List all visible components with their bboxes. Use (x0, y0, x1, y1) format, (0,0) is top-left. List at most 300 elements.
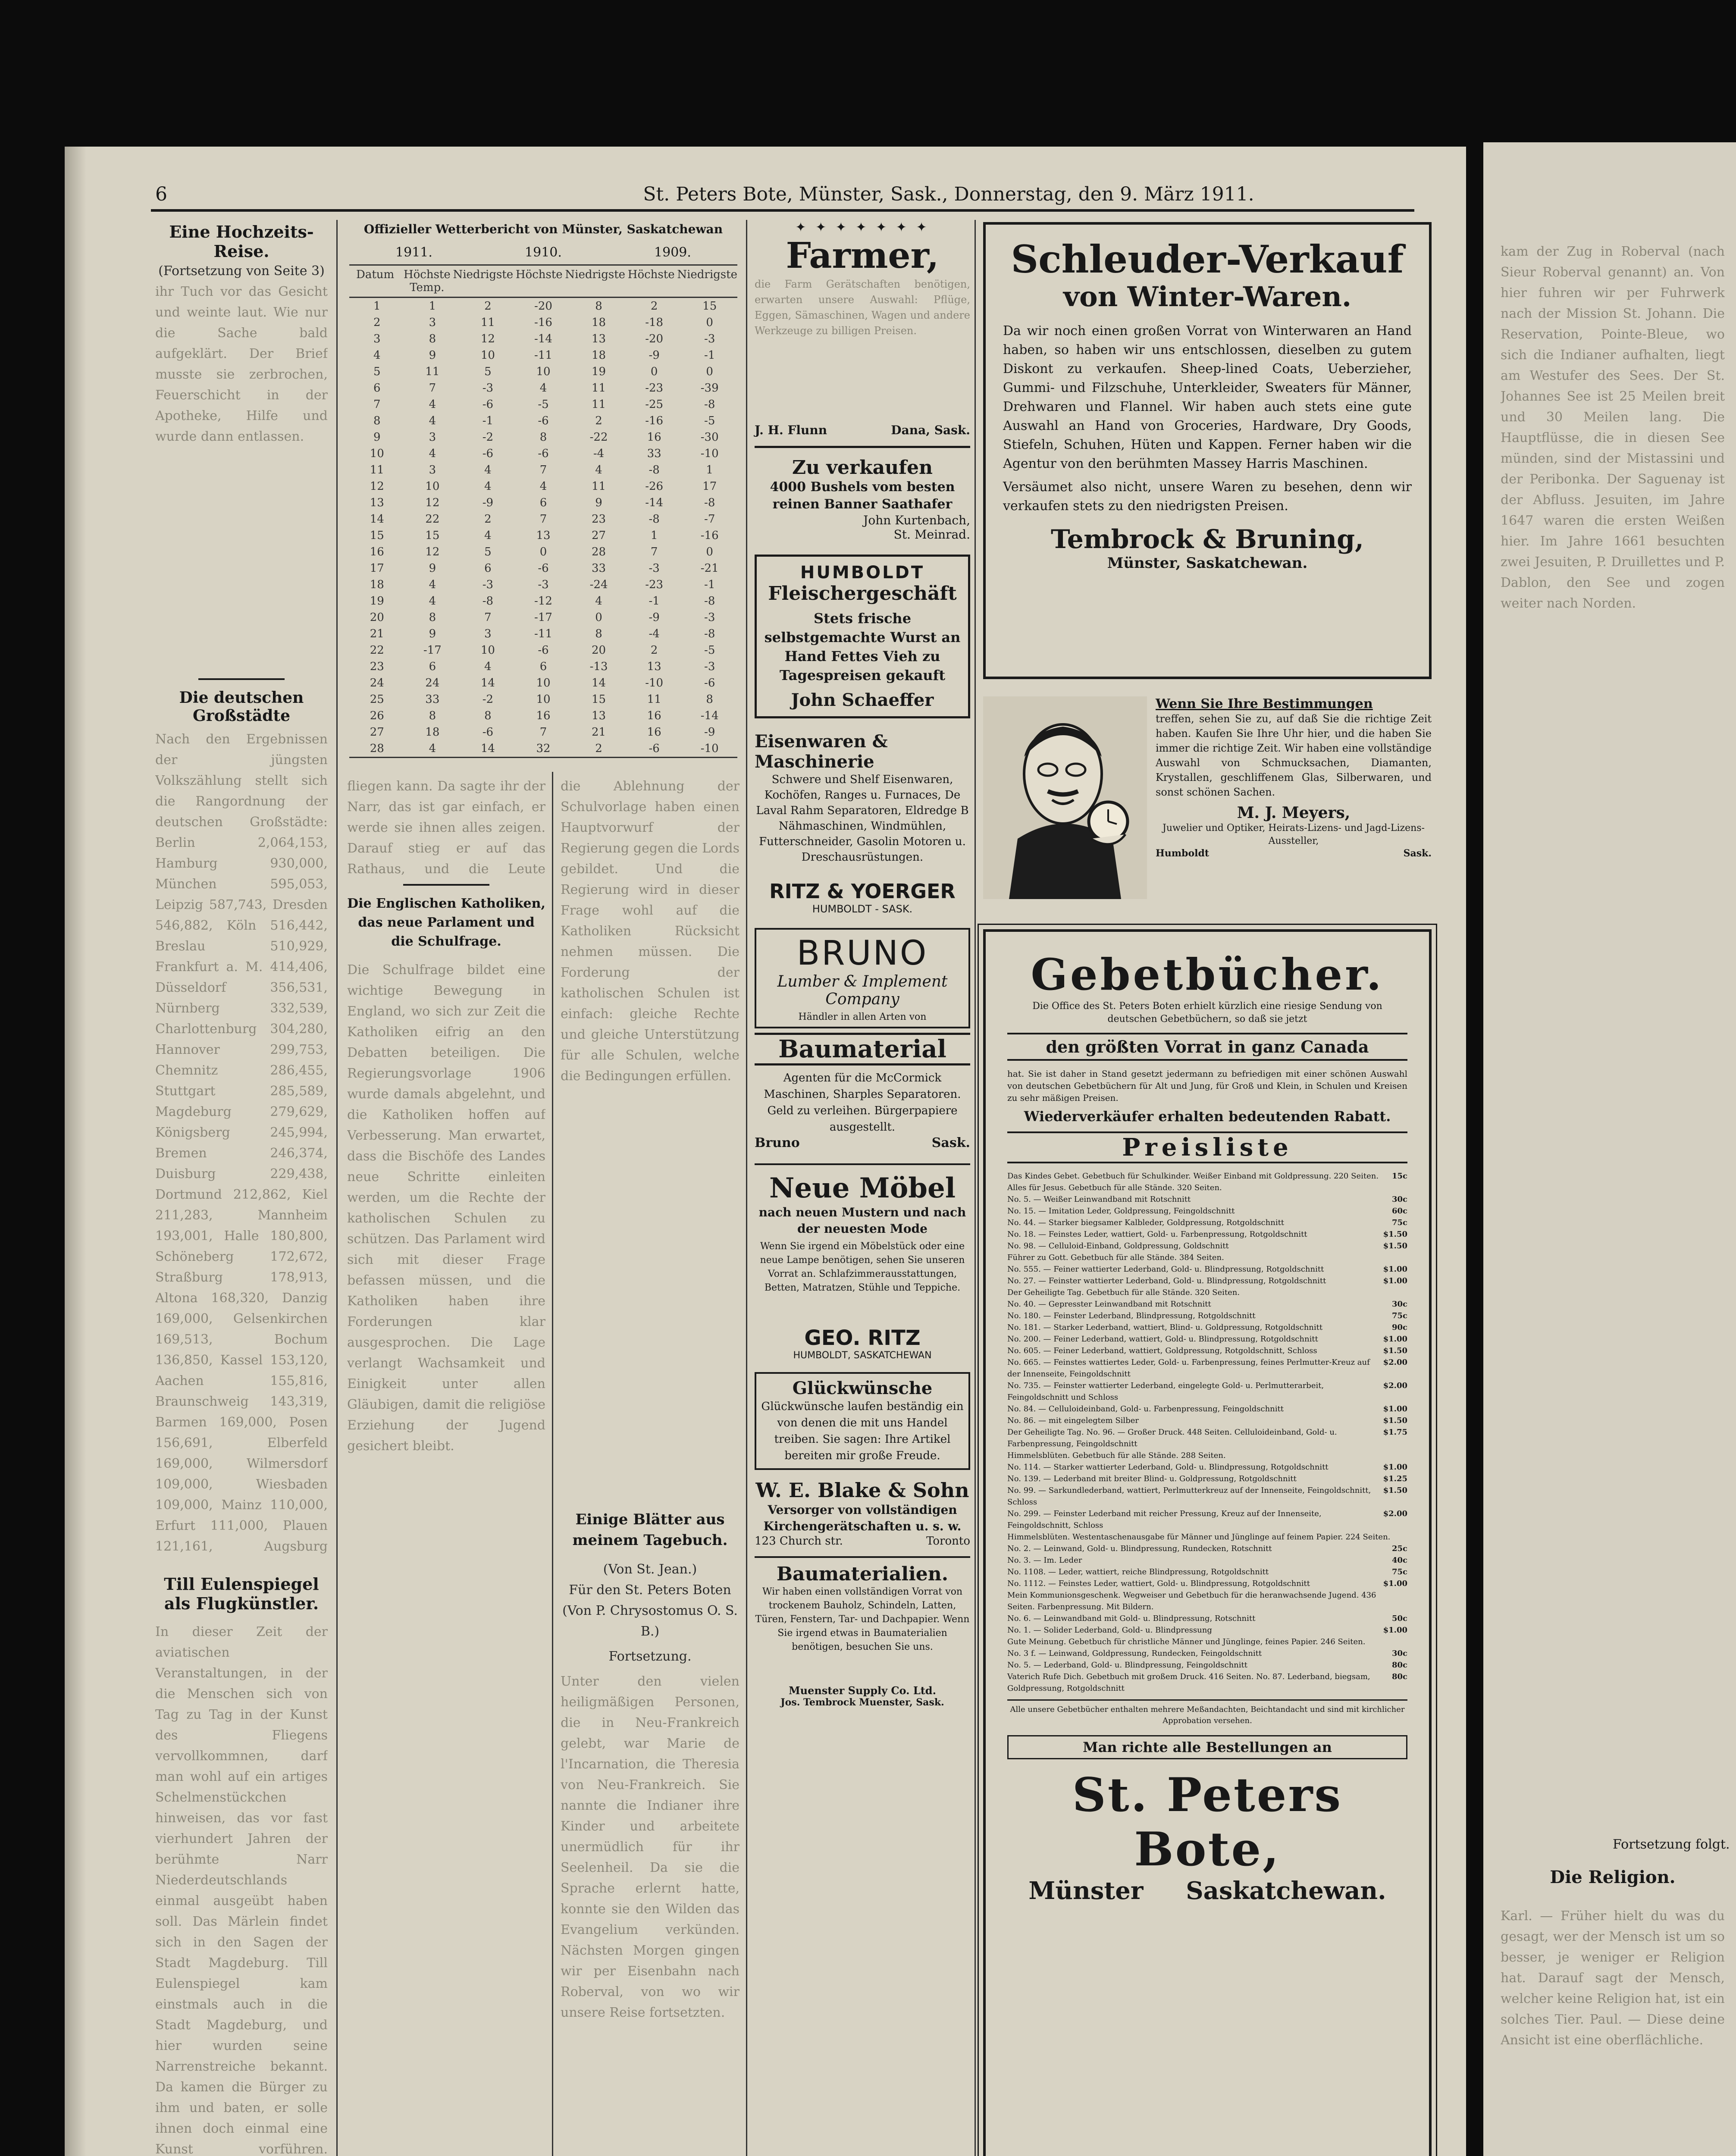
weather-temp: 9 (429, 627, 436, 640)
preis-item-price: $1.50 (1383, 1486, 1407, 1495)
preis-item-price: 80c (1391, 1661, 1407, 1670)
weather-temp: 14 (480, 677, 495, 689)
weather-temp: -2 (482, 693, 494, 706)
weather-day: 13 (370, 496, 384, 509)
weather-temp: -5 (704, 414, 715, 427)
weather-temp: -8 (649, 513, 660, 526)
weather-day: 20 (370, 611, 384, 624)
weather-temp: 19 (592, 365, 606, 378)
year-1909: 1909. (654, 245, 691, 260)
preis-item (1007, 1578, 1407, 1589)
preis-item (1007, 1659, 1407, 1671)
article-subtitle: (Fortsetzung von Seite 3) (158, 263, 325, 279)
weather-temp: -5 (538, 398, 549, 411)
ad-bruno-title: BRUNO (796, 934, 928, 973)
preis-item-price: $1.00 (1383, 1626, 1407, 1635)
preis-item-text: Der Geheiligte Tag. Gebetbuch für alle Stände. 320 Seiten. (1007, 1288, 1240, 1297)
weather-temp: 12 (425, 545, 440, 558)
ad-humboldt-box (755, 555, 970, 718)
preis-item-text: No. 605. — Feiner Lederband, wattiert, Goldpressung, Rotgoldschnitt, Schloss (1007, 1346, 1317, 1355)
weather-day: 14 (370, 513, 384, 526)
subcol: Höchste (627, 268, 675, 281)
preis-item (1007, 1543, 1407, 1554)
ad-meyers-name: M. J. Meyers, (1237, 804, 1351, 822)
ad-schleuder-subtitle: von Winter-Waren. (1063, 281, 1352, 313)
preis-item-price: 80c (1391, 1672, 1407, 1681)
weather-temp: 11 (425, 365, 440, 378)
preis-item-text: No. 200. — Feiner Lederband, wattiert, Gold- u. Blindpressung, Rotgoldschnitt (1007, 1335, 1318, 1344)
preis-item-price: 60c (1391, 1206, 1407, 1216)
ad-blake-city: Toronto (926, 1535, 970, 1548)
ad-baumaterialien-body: Wir haben einen vollständigen Vorrat von trockenem Bauholz, Schindeln, Latten, Türen, Fenstern, Tar- und Dachpapier. Wenn Sie irgend etwas in Baumaterialien benötigen, besuchen Sie uns. (755, 1586, 970, 1652)
ad-baumaterial-sig (755, 1135, 970, 1150)
weather-temp: 2 (484, 513, 492, 526)
weather-temp: -14 (534, 332, 552, 345)
weather-temp: -8 (704, 595, 715, 608)
subcol: Niedrigste (453, 268, 514, 281)
preis-item-text: Himmelsblüten. Westentaschenausgabe für Männer und Jünglinge auf feinem Papier. 224 Seiten. (1007, 1532, 1391, 1542)
ad-bote-place-1: Münster (1028, 1877, 1144, 1905)
weather-temp: 4 (484, 660, 492, 673)
weather-day: 27 (370, 726, 384, 739)
ad-preisliste-title: Preisliste (1007, 1131, 1407, 1163)
preis-item-text: No. 3. — Im. Leder (1007, 1556, 1082, 1565)
weather-day: 24 (370, 677, 384, 689)
preis-item (1007, 1298, 1407, 1310)
weather-temp: 0 (706, 316, 713, 329)
weather-row (349, 724, 737, 740)
weather-temp: -6 (482, 447, 494, 460)
weather-temp: 13 (592, 332, 606, 345)
weather-day: 25 (370, 693, 384, 706)
weather-temp: 7 (539, 513, 547, 526)
weather-temp: 10 (425, 480, 440, 493)
divider (403, 884, 489, 886)
weather-day: 10 (370, 447, 384, 460)
preis-item (1007, 1357, 1407, 1380)
article-title-katholiken: Die Englischen Katholiken, das neue Parlament und die Schulfrage. (347, 896, 545, 949)
weather-temp: 10 (536, 677, 551, 689)
ad-schleuder-body-2: Versäumet also nicht, unsere Waren zu besehen, denn wir verkaufen stets zu den niedrigsten Preisen. (1003, 479, 1412, 514)
preis-item-text: No. 180. — Feinster Lederband, Blindpressung, Rotgoldschnitt (1007, 1311, 1256, 1320)
weather-temp: 2 (650, 300, 658, 313)
weather-temp: 9 (595, 496, 602, 509)
weather-temp: -14 (645, 496, 664, 509)
weather-temp: 10 (536, 365, 551, 378)
preis-item-price: 30c (1391, 1195, 1407, 1204)
col-rule-4 (975, 220, 976, 2156)
weather-temp: 4 (484, 464, 492, 476)
ornament-row: ✦ ✦ ✦ ✦ ✦ ✦ ✦ (795, 220, 930, 235)
weather-temp: -24 (589, 578, 608, 591)
tagebuch-sub-2: Für den St. Peters Boten (569, 1583, 731, 1598)
col-rule-3 (746, 220, 747, 2156)
ad-gebet-rabatt: Wiederverkäufer erhalten bedeutenden Rabatt. (1024, 1108, 1391, 1125)
ad-farmer-signature (755, 423, 970, 437)
subcol: Höchste (515, 268, 563, 281)
weather-row (349, 347, 737, 364)
weather-temp: 28 (592, 545, 606, 558)
preis-item-text: No. 735. — Feinster wattierter Lederband, eingelegte Gold- u. Perlmutterarbeit, Feingoldschnitt und Schloss (1007, 1381, 1324, 1402)
weather-temp: 6 (539, 496, 547, 509)
weather-temp: 8 (595, 300, 602, 313)
ad-moebel-sub: nach neuen Mustern und nach der neuesten Mode (758, 1205, 966, 1236)
subcol: Niedrigste (565, 268, 626, 281)
preis-item (1007, 1450, 1407, 1461)
weather-temp: -16 (700, 529, 719, 542)
weather-temp: -6 (538, 447, 549, 460)
ad-meyers-title: Wenn Sie Ihre Bestimmungen (1156, 696, 1373, 711)
weather-temp: 20 (592, 644, 606, 657)
col-rule-2 (552, 772, 553, 2156)
preis-item-text: No. 27. — Feinster wattierter Lederband, Gold- u. Blindpressung, Rotgoldschnitt (1007, 1276, 1326, 1285)
weather-temp: -21 (700, 562, 719, 575)
weather-temp: 3 (429, 431, 436, 444)
ad-gebet-body: hat. Sie ist daher in Stand gesetzt jedermann zu befriedigen mit einer schönen Auswahl von deutschen Gebetbüchern für Alt und Jung, für Groß und Klein, in Schulen und Kreisen zu sehr mäßigen Preisen. (1007, 1069, 1407, 1103)
preis-item-text: No. 2. — Leinwand, Gold- u. Blindpressung, Rundecken, Rotschnitt (1007, 1544, 1272, 1553)
weather-temp: -10 (700, 742, 719, 755)
page-number: 6 (155, 183, 167, 205)
weather-temp: 4 (429, 742, 436, 755)
weather-temp: -4 (649, 627, 660, 640)
ad-bote-place (1007, 1877, 1407, 1905)
weather-temp: -8 (704, 398, 715, 411)
preis-item-price: 30c (1391, 1649, 1407, 1658)
preis-item-price: $1.25 (1383, 1474, 1407, 1483)
weather-day: 22 (370, 644, 384, 657)
ad-bruno-sub-3: Händler in allen Arten von (798, 1012, 927, 1022)
preis-item-price: $1.50 (1383, 1230, 1407, 1239)
ad-bote-place-2: Saskatchewan. (1186, 1877, 1386, 1905)
ad-glueck-body: Glückwünsche laufen beständig ein von denen die mit uns Handel treiben. Sie sagen: Ihre Artikel bereiten mir große Freude. (761, 1400, 964, 1462)
weather-row (349, 658, 737, 675)
weather-temp: 4 (539, 480, 547, 493)
ad-verkaufen-title: Zu verkaufen (792, 457, 933, 479)
weather-years (349, 245, 737, 260)
weather-temp: -13 (589, 660, 608, 673)
ad-gebet-intro: Die Office des St. Peters Boten erhielt kürzlich eine riesige Sendung von deutschen Gebetbüchern, so daß sie jetzt (1032, 1001, 1382, 1025)
preis-item (1007, 1415, 1407, 1426)
ad-blake-title: W. E. Blake & Sohn (755, 1479, 969, 1502)
weather-temp: 9 (429, 562, 436, 575)
divider (755, 1163, 970, 1165)
weather-temp: 16 (647, 709, 661, 722)
weather-temp: 4 (429, 595, 436, 608)
preis-item (1007, 1333, 1407, 1345)
ad-farmer-title: Farmer, (786, 235, 939, 276)
preis-item (1007, 1252, 1407, 1263)
weather-temp: -8 (649, 464, 660, 476)
ad-moebel-title: Neue Möbel (769, 1172, 956, 1204)
article-title-eulenspiegel-2: als Flugkünstler. (164, 1594, 319, 1613)
weather-row (349, 708, 737, 724)
ad-order-heading: Man richte alle Bestellungen an (1007, 1735, 1407, 1759)
weather-row (349, 560, 737, 577)
weather-temp: -14 (700, 709, 719, 722)
preis-item-text: No. 1112. — Feinstes Leder, wattiert, Gold- u. Blindpressung, Rotgoldschnitt (1007, 1579, 1310, 1588)
weather-temp: 8 (429, 709, 436, 722)
weather-row (349, 462, 737, 478)
weather-temp: -6 (538, 644, 549, 657)
ad-glueck-box (755, 1372, 970, 1470)
weather-temp: 33 (592, 562, 606, 575)
weather-day: 4 (373, 349, 381, 362)
weather-temp: -1 (704, 349, 715, 362)
weather-temp: -39 (700, 382, 719, 395)
weather-day: 21 (370, 627, 384, 640)
weather-row (349, 740, 737, 757)
ad-meyers (983, 696, 1432, 903)
weather-temp: -3 (704, 332, 715, 345)
ad-meyers-body: treffen, sehen Sie zu, auf daß Sie die richtige Zeit haben. Kaufen Sie Ihre Uhr hier, und die haben Sie immer die richtige Zeit. Wir haben eine vollständige Auswahl von Schmucksachen, Diamanten, Krystallen, geschliffenem Glas, Silberwaren, und sonst schönen Sachen. (1156, 713, 1432, 798)
weather-temp: -25 (645, 398, 664, 411)
preis-item-price: 75c (1391, 1218, 1407, 1227)
weather-row (349, 495, 737, 511)
weather-temp: 11 (592, 480, 606, 493)
weather-temp: -6 (649, 742, 660, 755)
preis-item (1007, 1240, 1407, 1252)
weather-temp: -18 (645, 316, 664, 329)
weather-temp: -1 (649, 595, 660, 608)
preis-item-price: $2.00 (1383, 1381, 1407, 1390)
weather-temp: -20 (534, 300, 552, 313)
weather-temp: 5 (484, 365, 492, 378)
preis-item-text: No. 299. — Feinster Lederband mit reicher Pressung, Kreuz auf der Innenseite, Feingoldschnitt, Schloss (1007, 1509, 1322, 1530)
weather-report (349, 222, 737, 758)
weather-row (349, 593, 737, 609)
weather-temp: -26 (645, 480, 664, 493)
weather-day: 3 (373, 332, 381, 345)
weather-temp: 3 (429, 464, 436, 476)
ads-middle (755, 220, 970, 1708)
weather-temp: 0 (706, 365, 713, 378)
weather-temp: -9 (649, 611, 660, 624)
preis-item-price: 50c (1391, 1614, 1407, 1623)
weather-temp: -6 (538, 562, 549, 575)
weather-temp: 2 (595, 742, 602, 755)
year-1910: 1910. (525, 245, 562, 260)
weather-temp: 14 (480, 742, 495, 755)
weather-temp: 11 (647, 693, 661, 706)
weather-temp: -3 (704, 660, 715, 673)
article-body-5: Die Schulfrage bildet eine wichtige Bewegung in England, wo sich zur Zeit die Katholiken eifrig an den Debatten beteiligen. Die Regierungsvorlage 1906 wurde damals abgelehnt, und die Katholiken hoffen auf Verbesserung. Man erwartet, dass die Bischöfe des Landes neue Schritte einleiten werden, um die Rechte der katholischen Schulen zu schützen. Das Parlament wird sich mit dieser Frage befassen müssen, und die Katholiken haben ihre Forderungen klar ausgesprochen. Die Lage verlangt Wachsamkeit und Einigkeit unter allen Gläubigen, damit die religiöse Erziehung der Jugend gesichert bleibt. (347, 962, 545, 1454)
weather-temp: -5 (704, 644, 715, 657)
weather-day: 18 (370, 578, 384, 591)
weather-day: 19 (370, 595, 384, 608)
preis-item-price: $1.00 (1383, 1463, 1407, 1472)
weather-bottom-rule (349, 757, 737, 758)
ad-baumaterial-title: Baumaterial (755, 1033, 970, 1065)
weather-temp: 18 (425, 726, 440, 739)
weather-day: 11 (370, 464, 384, 476)
preis-item (1007, 1589, 1407, 1613)
ad-gebetbuecher-box (983, 929, 1432, 2156)
ad-humboldt-signature: John Schaeffer (791, 690, 934, 710)
weather-temp: 8 (484, 709, 492, 722)
preis-item-text: Mein Kommunionsgeschenk. Wegweiser und Gebetbuch für die heranwachsende Jugend. 436 Seiten. Farbenpressung. Mit Bildern. (1007, 1591, 1376, 1611)
preis-item-text: Alles für Jesus. Gebetbuch für alle Stände. 320 Seiten. (1007, 1183, 1222, 1192)
preis-item-text: No. 3 f. — Leinwand, Goldpressung, Rundecken, Feingoldschnitt (1007, 1649, 1262, 1658)
weather-temp: 27 (592, 529, 606, 542)
weather-temp: -6 (704, 677, 715, 689)
weather-row (349, 380, 737, 396)
weather-temp: 13 (536, 529, 551, 542)
weather-row (349, 577, 737, 593)
ad-farmer-sig-1: J. H. Flunn (755, 423, 827, 437)
weather-temp: -8 (704, 627, 715, 640)
preis-item (1007, 1613, 1407, 1624)
weather-temp: -1 (482, 414, 494, 427)
preis-item (1007, 1182, 1407, 1194)
article-title-eulenspiegel: Till Eulenspiegel (164, 1574, 319, 1594)
weather-temp: 4 (484, 480, 492, 493)
weather-temp: 4 (484, 529, 492, 542)
article-body-1: ihr Tuch vor das Gesicht und weinte laut. Wie nur die Sache bald aufgeklärt. Der Brief musste sie zerbrochen, Feuerschicht in der Apotheke, Hilfe und wurde dann entlassen. (155, 284, 328, 444)
subcol: Niedrigste (677, 268, 737, 281)
weather-temp: -3 (482, 578, 494, 591)
ad-baumaterialien-title: Baumaterialien. (755, 1556, 970, 1585)
weather-temp: 7 (429, 382, 436, 395)
weather-temp: 3 (429, 316, 436, 329)
weather-temp: 0 (650, 365, 658, 378)
weather-row (349, 314, 737, 331)
weather-row (349, 413, 737, 429)
preis-item (1007, 1636, 1407, 1648)
weather-row (349, 626, 737, 642)
weather-temp: 3 (484, 627, 492, 640)
weather-subheader (349, 264, 737, 298)
weather-temp: -16 (534, 316, 552, 329)
weather-temp: 4 (595, 595, 602, 608)
weather-temp: 8 (429, 611, 436, 624)
preis-item-text: No. 86. — mit eingelegtem Silber (1007, 1416, 1139, 1425)
weather-temp: 9 (429, 349, 436, 362)
ad-georitz-place: HUMBOLDT, SASKATCHEWAN (793, 1350, 932, 1361)
weather-temp: -6 (538, 414, 549, 427)
weather-day: 8 (373, 414, 381, 427)
ad-schleuder-place: Münster, Saskatchewan. (1107, 555, 1308, 572)
weather-rows (349, 298, 737, 757)
preis-item (1007, 1566, 1407, 1578)
weather-temp: 11 (592, 382, 606, 395)
weather-row (349, 396, 737, 413)
weather-temp: 16 (536, 709, 551, 722)
preis-item (1007, 1275, 1407, 1287)
weather-row (349, 544, 737, 560)
preis-item (1007, 1554, 1407, 1566)
weather-temp: 10 (536, 693, 551, 706)
weather-temp: -3 (482, 382, 494, 395)
weather-day: 7 (373, 398, 381, 411)
ad-farmer-body: die Farm Gerätschaften benötigen, erwarten unsere Auswahl: Pflüge, Eggen, Sämaschinen, Wagen und andere Werkzeuge zu billigen Preisen. (755, 278, 970, 337)
preis-item (1007, 1170, 1407, 1182)
weather-day: 9 (373, 431, 381, 444)
facing-body-1: kam der Zug in Roberval (nach Sieur Roberval genannt) an. Von hier fuhren wir per Fuhrwerk nach der Mission St. Johann. Die Reservation, Pointe-Bleue, wo sich die Indianer aufhalten, liegt am Westufer des Sees. Der St. Johannes See ist 25 Meilen breit und 30 Meilen lang. Die Hauptflüsse, die in diesen See münden, sind der Mistassini und der Peribonka. Der Saguenay ist der Abfluss. Jesuiten, im Jahre 1647 waren die ersten Weißen hier. Im Jahre 1661 besuchten zwei Jesuiten, P. Druillettes und P. Dablon, den See und zogen weiter nach Norden. (1501, 244, 1725, 611)
facing-page (1483, 142, 1736, 2156)
weather-temp: 7 (650, 545, 658, 558)
preis-item (1007, 1461, 1407, 1473)
weather-day: 6 (373, 382, 381, 395)
ad-meyers-place-2: Sask. (1403, 848, 1432, 859)
ad-bruno-sub-2: Company (825, 990, 899, 1008)
weather-temp: 16 (647, 726, 661, 739)
weather-temp: -2 (482, 431, 494, 444)
ad-verkaufen-name: John Kurtenbach, (863, 513, 970, 527)
weather-temp: 24 (425, 677, 440, 689)
weather-temp: 4 (429, 447, 436, 460)
preis-item-price: 30c (1391, 1300, 1407, 1309)
ad-blake-body: Versorger von vollständigen Kirchengerätschaften u. s. w. (763, 1503, 962, 1533)
weather-temp: -17 (423, 644, 442, 657)
weather-temp: 0 (539, 545, 547, 558)
preis-item-text: Der Geheiligte Tag. No. 96. — Großer Druck. 448 Seiten. Celluloideinband, Gold- u. Farbenpressung, Feingoldschnitt (1007, 1428, 1337, 1448)
weather-day: 15 (370, 529, 384, 542)
preis-item-price: 15c (1391, 1172, 1407, 1181)
weather-row (349, 364, 737, 380)
ad-eisen-title: Eisenwaren & Maschinerie (755, 731, 888, 772)
weather-day: 23 (370, 660, 384, 673)
preisliste (1007, 1170, 1407, 1694)
weather-temp: 8 (429, 332, 436, 345)
facing-fortsetzung: Fortsetzung folgt. (1613, 1837, 1730, 1852)
preis-item (1007, 1217, 1407, 1228)
weather-day: 16 (370, 545, 384, 558)
preis-item (1007, 1624, 1407, 1636)
preis-item-price: $1.00 (1383, 1404, 1407, 1413)
weather-temp: -9 (649, 349, 660, 362)
weather-temp: 33 (425, 693, 440, 706)
ad-glueck-title: Glückwünsche (792, 1378, 933, 1398)
preis-item-text: No. 44. — Starker biegsamer Kalbleder, Goldpressung, Rotgoldschnitt (1007, 1218, 1285, 1227)
weather-day: 17 (370, 562, 384, 575)
preis-item (1007, 1380, 1407, 1403)
preis-item-price: 90c (1391, 1323, 1407, 1332)
ad-verkaufen-place: St. Meinrad. (893, 527, 970, 542)
preis-item (1007, 1531, 1407, 1543)
weather-temp: -3 (538, 578, 549, 591)
weather-temp: -1 (704, 578, 715, 591)
ad-meyers-place-1: Humboldt (1156, 848, 1210, 859)
col1 (155, 222, 328, 2156)
ad-schleuder-box (983, 222, 1432, 679)
weather-temp: 4 (429, 578, 436, 591)
preis-item-text: Vaterich Rufe Dich. Gebetbuch mit großem Druck. 416 Seiten. No. 87. Lederband, biegsam, Goldpressung, Rotgoldschnitt (1007, 1672, 1370, 1693)
preis-item-text: No. 6. — Leinwandband mit Gold- u. Blindpressung, Rotschnitt (1007, 1614, 1256, 1623)
article-title-hochzeitsreise: Eine Hochzeits-Reise. (169, 222, 314, 261)
ad-humboldt-subtitle: Fleischergeschäft (768, 583, 957, 605)
ad-baumaterialien-sig-2: Jos. Tembrock Muenster, Sask. (780, 1697, 944, 1708)
preis-item-text: Führer zu Gott. Gebetbuch für alle Stände. 384 Seiten. (1007, 1253, 1224, 1262)
weather-day: 12 (370, 480, 384, 493)
article-body-4: fliegen kann. Da sagte ihr der Narr, das ist gar einfach, er werde sie ihnen alles zeigen. Darauf stieg er auf das Rathaus, und die Leute (347, 779, 545, 875)
weather-row (349, 675, 737, 691)
weather-temp: 17 (702, 480, 717, 493)
preis-item-text: Himmelsblüten. Gebetbuch für alle Stände. 288 Seiten. (1007, 1451, 1226, 1460)
ad-bruno-sub-1: Lumber & Implement (777, 973, 948, 990)
weather-temp: 7 (484, 611, 492, 624)
preis-item (1007, 1648, 1407, 1659)
weather-temp: 10 (480, 644, 495, 657)
weather-temp: 2 (650, 644, 658, 657)
preis-item (1007, 1205, 1407, 1217)
ad-humboldt-body: Stets frische selbstgemachte Wurst an Hand Fettes Vieh zu Tagespreisen gekauft (764, 610, 961, 683)
preis-item-price: $1.50 (1383, 1241, 1407, 1250)
weather-temp: -30 (700, 431, 719, 444)
preis-item-price: 40c (1391, 1556, 1407, 1565)
preis-item-text: No. 1. — Solider Lederband, Gold- u. Blindpressung (1007, 1626, 1212, 1635)
preis-item (1007, 1287, 1407, 1298)
weather-temp: 13 (647, 660, 661, 673)
